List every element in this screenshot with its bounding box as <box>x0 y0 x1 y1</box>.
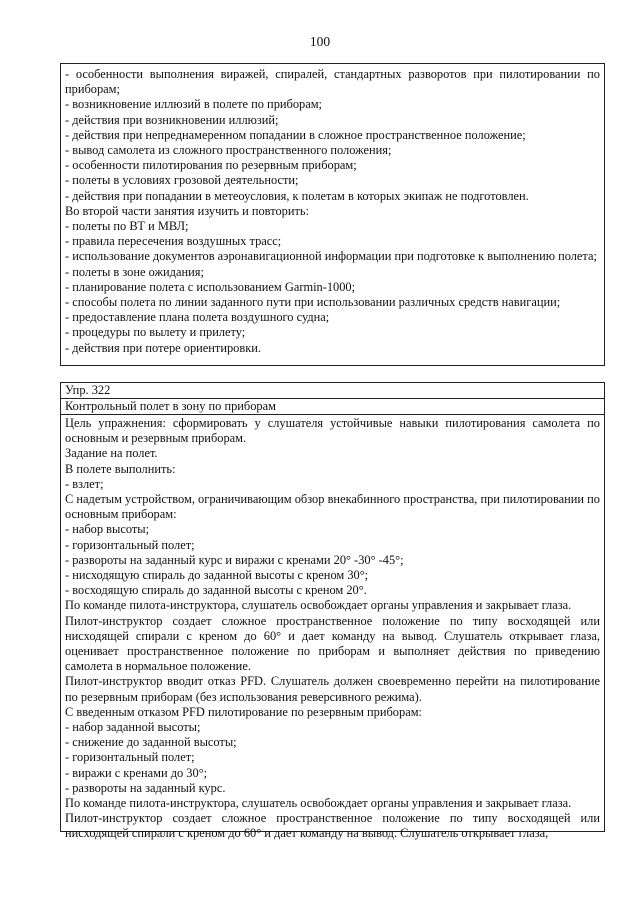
exercise-line: - виражи с кренами до 30°; <box>65 765 208 780</box>
exercise-title: Контрольный полет в зону по приборам <box>61 399 604 415</box>
topic-line: - полеты в условиях грозовой деятельности; <box>65 173 299 188</box>
exercise-line: - набор высоты; <box>65 522 150 537</box>
exercise-line: - горизонтальный полет; <box>65 750 195 765</box>
topic-line: - полеты по ВТ и МВЛ; <box>65 219 189 234</box>
page-number: 100 <box>309 34 331 49</box>
topic-line: - правила пересечения воздушных трасс; <box>65 234 282 249</box>
exercise-line: Пилот-инструктор создает сложное пространственное положение по типу восходящей или нисходящей спирали с креном до 60° и дает команду на вывод. Слушатель открывает глаза, <box>65 811 600 841</box>
topic-heading: Во второй части занятия изучить и повторить: <box>65 203 309 218</box>
exercise-line: - восходящую спираль до заданной высоты с креном 20°. <box>65 583 367 598</box>
topic-line: - планирование полета с использованием Garmin-1000; <box>65 279 356 294</box>
topic-line: - действия при попадании в метеоусловия, к полетам в которых экипаж не подготовлен. <box>65 188 529 203</box>
topic-line: - предоставление плана полета воздушного судна; <box>65 310 330 325</box>
exercise-box <box>60 382 605 841</box>
exercise-line: - снижение до заданной высоты; <box>65 735 237 750</box>
topic-line: - полеты в зоне ожидания; <box>65 264 204 279</box>
topic-line: - использование документов аэронавигационной информации при подготовке к выполнению полета; <box>65 249 597 264</box>
topic-line: - действия при возникновении иллюзий; <box>65 112 279 127</box>
exercise-line: - набор заданной высоты; <box>65 720 201 735</box>
topic-line: - вывод самолета из сложного пространственного положения; <box>65 143 392 158</box>
exercise-line: Цель упражнения: сформировать у слушателя устойчивые навыки пилотирования самолета по основным и резервным приборам. <box>65 416 600 446</box>
exercise-line: Задание на полет. <box>65 446 158 461</box>
exercise-line: - развороты на заданный курс и виражи с кренами 20° -30° -45°; <box>65 552 404 567</box>
exercise-number: Упр. 322 <box>61 383 604 399</box>
topic-line: - способы полета по линии заданного пути при использовании различных средств навигации; <box>65 295 561 310</box>
exercise-line: По команде пилота-инструктора, слушатель освобождает органы управления и закрывает глаза. <box>65 796 572 811</box>
exercise-line: - нисходящую спираль до заданной высоты с креном 30°; <box>65 568 369 583</box>
exercise-line: - взлет; <box>65 476 104 491</box>
exercise-line: Пилот-инструктор создает сложное пространственное положение по типу восходящей или нисходящей спирали с креном до 60° и дает команду на вывод. Слушатель открывает глаза, оценивает пространственное положение по приборам и выполняет действия по приведению самолета в нормальное положение. <box>65 613 600 674</box>
exercise-line: С введенным отказом PFD пилотирование по резервным приборам: <box>65 704 422 719</box>
topic-line: - возникновение иллюзий в полете по приборам; <box>65 97 322 112</box>
exercise-line: По команде пилота-инструктора, слушатель освобождает органы управления и закрывает глаза. <box>65 598 572 613</box>
topic-line: - особенности выполнения виражей, спиралей, стандартных разворотов при пилотировании по приборам; <box>65 67 600 97</box>
exercise-line: - развороты на заданный курс. <box>65 780 226 795</box>
exercise-content <box>61 415 604 842</box>
topic-line: - действия при непреднамеренном попадании в сложное пространственное положение; <box>65 127 526 142</box>
topics-box <box>60 63 605 366</box>
exercise-line: В полете выполнить: <box>65 461 176 476</box>
topic-line: - действия при потере ориентировки. <box>65 340 261 355</box>
topic-line: - процедуры по вылету и прилету; <box>65 325 246 340</box>
exercise-line: Пилот-инструктор вводит отказ PFD. Слушатель должен своевременно перейти на пилотирование по резервным приборам (без использования реверсивного режима). <box>65 674 600 704</box>
exercise-line: С надетым устройством, ограничивающим обзор внекабинного пространства, при пилотировании по основным приборам: <box>65 492 600 522</box>
topic-line: - особенности пилотирования по резервным приборам; <box>65 158 357 173</box>
exercise-line: - горизонтальный полет; <box>65 537 195 552</box>
